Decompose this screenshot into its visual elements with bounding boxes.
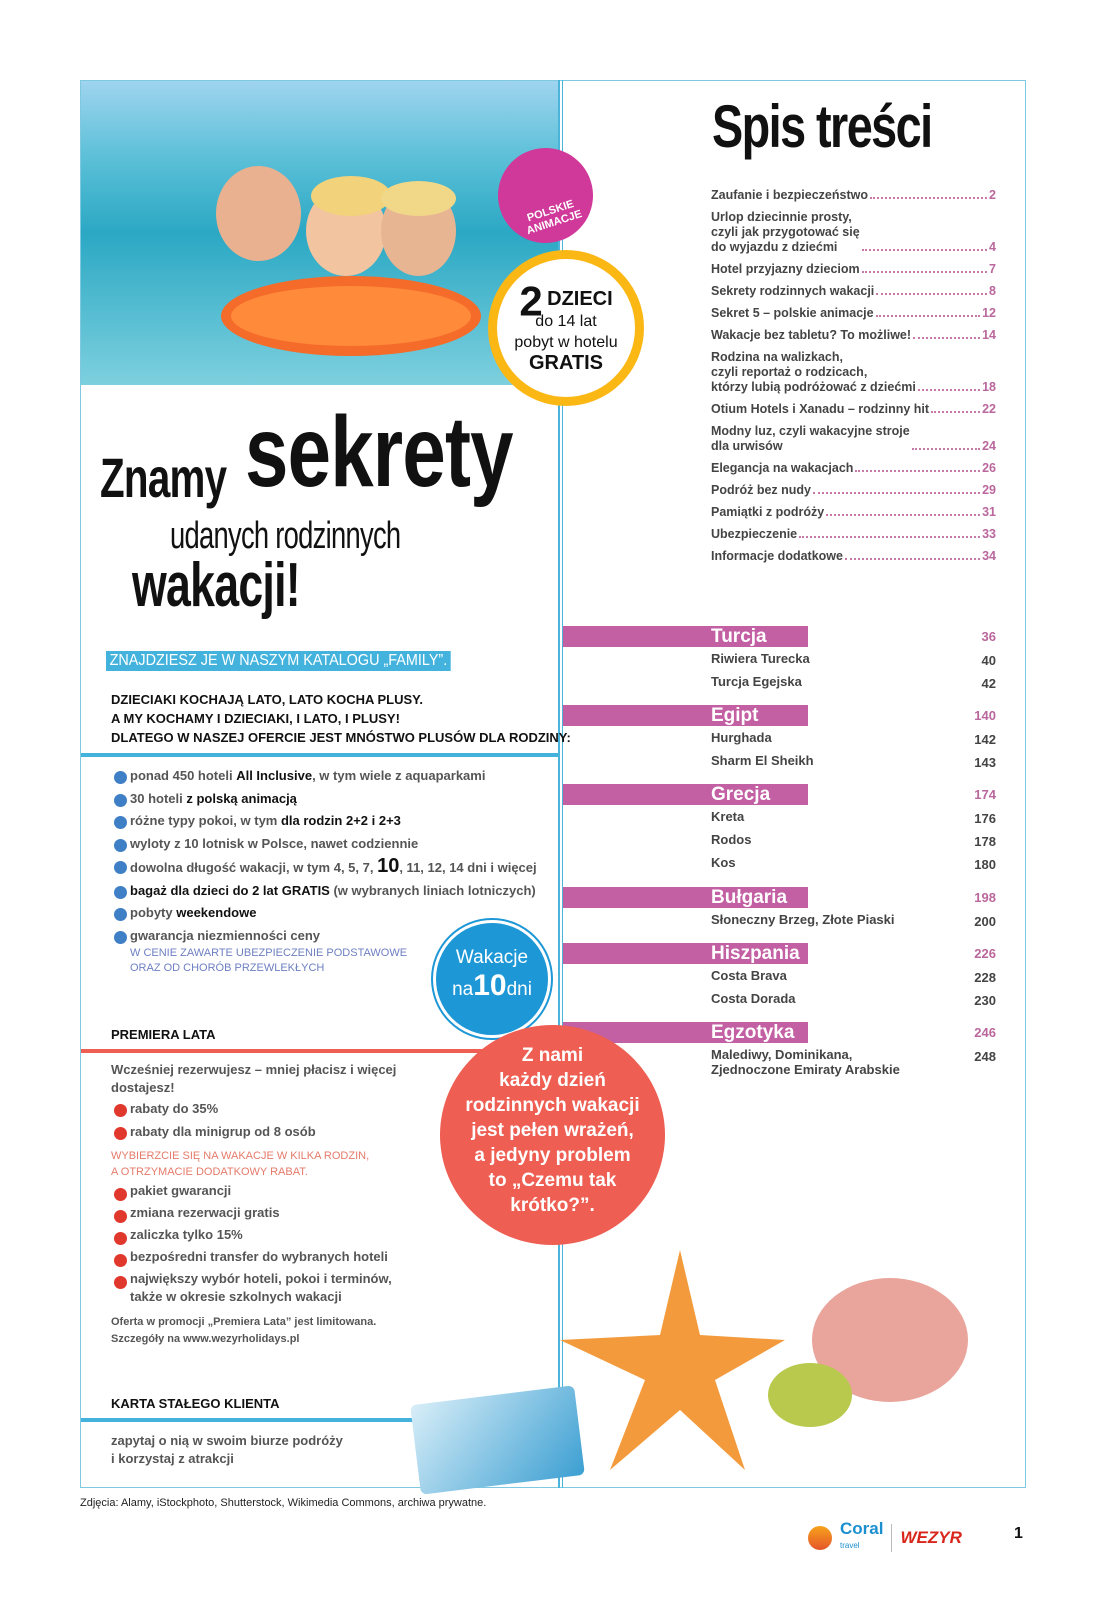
region-name: Costa Brava bbox=[711, 968, 787, 983]
plus-highlight: dla rodzin 2+2 i 2+3 bbox=[280, 813, 401, 828]
country-name: Bułgaria bbox=[711, 887, 788, 908]
country-bar bbox=[563, 626, 808, 647]
badge-line: GRATIS bbox=[528, 352, 604, 375]
loyalty-card-title: KARTA STAŁEGO KLIENTA bbox=[111, 1396, 280, 1411]
plus-highlight: bagaż dla dzieci do 2 lat GRATIS bbox=[130, 882, 330, 898]
premiera-benefit: pakiet gwarancji bbox=[112, 1182, 392, 1200]
plus-item bbox=[112, 765, 537, 788]
toc-entry-title: Ubezpieczenie bbox=[711, 527, 798, 541]
region-name: Kos bbox=[711, 855, 736, 870]
page-title: Spis treści bbox=[712, 93, 932, 160]
premiera-item: rabaty do 35% bbox=[112, 1098, 316, 1121]
plus-text: pobyty bbox=[130, 905, 177, 920]
premiera-list bbox=[112, 1098, 316, 1143]
region-entry bbox=[563, 991, 1008, 1010]
region-page: 40 bbox=[981, 653, 996, 668]
plus-text: , w tym wiele z aquaparkami bbox=[312, 768, 486, 783]
toc-entry bbox=[711, 262, 996, 277]
wezyr-logo: WEZYR bbox=[900, 1527, 962, 1547]
region-name: Hurghada bbox=[711, 730, 772, 745]
toc-leader-dots bbox=[876, 293, 987, 295]
region-page: 176 bbox=[974, 811, 996, 826]
starfish-icon bbox=[560, 1250, 785, 1470]
region-name: Słoneczny Brzeg, Złote Piaski bbox=[711, 912, 895, 927]
badge-number: 2 bbox=[519, 277, 543, 325]
toc-leader-dots bbox=[876, 315, 981, 317]
toc-leader-dots bbox=[813, 492, 980, 494]
country-name: Grecja bbox=[711, 784, 771, 805]
toc-entry-page: 22 bbox=[982, 402, 996, 416]
toc-entry bbox=[711, 424, 996, 454]
intro-line: DLATEGO W NASZEJ OFERCIE JEST MNÓSTWO PLUSÓW DLA RODZINY: bbox=[111, 730, 571, 745]
kids-free-badge bbox=[488, 250, 644, 406]
plus-item bbox=[112, 855, 537, 880]
toc-entry-title: Wakacje bez tabletu? To możliwe! bbox=[711, 328, 912, 342]
region-entry bbox=[563, 674, 1008, 693]
toc-entry-title: Pamiątki z podróży bbox=[711, 505, 825, 519]
plus-text: gwarancja niezmienności ceny bbox=[130, 927, 321, 943]
toc-entry-title: Modny luz, czyli wakacyjne stroje dla urwisów bbox=[711, 424, 910, 453]
country-page: 174 bbox=[974, 787, 996, 802]
country-section bbox=[563, 705, 1008, 772]
starfish-shells-image bbox=[560, 1245, 1020, 1485]
plus-highlight: All Inclusive bbox=[236, 768, 313, 783]
toc-entry bbox=[711, 188, 996, 203]
badge-number: 10 bbox=[473, 969, 507, 1002]
toc-leader-dots bbox=[826, 514, 980, 516]
toc-entry bbox=[711, 549, 996, 564]
family-pool-photo bbox=[81, 81, 558, 385]
region-entry bbox=[563, 912, 1008, 931]
sea-urchin-icon bbox=[768, 1363, 852, 1427]
country-bar bbox=[563, 705, 808, 726]
toc-entry bbox=[711, 306, 996, 321]
badge-line: DZIECI bbox=[547, 288, 613, 310]
toc-entry-page: 12 bbox=[982, 306, 996, 320]
quote-text: Z nami każdy dzień rodzinnych wakacji jest pełen wrażeń, a jedyny problem to „Czemu tak krótko?”. bbox=[465, 1045, 640, 1216]
group-discount-note: WYBIERZCIE SIĘ NA WAKACJE W KILKA RODZIN, A OTRZYMACIE DODATKOWY RABAT. bbox=[111, 1150, 370, 1178]
headline-word: Znamy bbox=[100, 446, 227, 509]
toc-entry-page: 8 bbox=[989, 284, 996, 298]
toc-entry bbox=[711, 328, 996, 343]
toc-entry-page: 33 bbox=[982, 527, 996, 541]
plus-text: , 11, 12, 14 dni i więcej bbox=[399, 860, 537, 875]
region-page: 143 bbox=[974, 755, 996, 770]
plus-item bbox=[112, 880, 537, 903]
toc-entry-title: Podróż bez nudy bbox=[711, 483, 811, 497]
plus-item bbox=[112, 810, 537, 833]
family-catalog-tag: ZNAJDZIESZ JE W NASZYM KATALOGU „FAMILY”. bbox=[106, 651, 451, 671]
plus-highlight: z polską animacją bbox=[186, 790, 297, 806]
premiera-title: PREMIERA LATA bbox=[111, 1027, 216, 1042]
toc-entry bbox=[711, 284, 996, 299]
badge-line: Wakacje bbox=[455, 947, 529, 968]
region-entry bbox=[563, 753, 1008, 772]
country-name: Turcja bbox=[711, 626, 767, 647]
table-of-contents bbox=[711, 188, 996, 571]
region-name: Riwiera Turecka bbox=[711, 651, 810, 666]
plus-text: ponad 450 hoteli bbox=[130, 768, 237, 783]
plus-text: różne typy pokoi, w tym bbox=[130, 813, 281, 828]
logo-divider bbox=[891, 1524, 892, 1552]
plus-text: (w wybranych liniach lotniczych) bbox=[329, 882, 536, 898]
toc-entry-page: 4 bbox=[989, 240, 996, 254]
premiera-benefits-list bbox=[112, 1182, 392, 1310]
country-bar bbox=[563, 887, 808, 908]
region-page: 230 bbox=[974, 993, 996, 1008]
toc-leader-dots bbox=[918, 389, 980, 391]
toc-entry bbox=[711, 505, 996, 520]
region-page: 248 bbox=[974, 1049, 996, 1064]
badge-line: pobyt w hotelu bbox=[514, 334, 618, 352]
intro-line: A MY KOCHAMY I DZIECIAKI, I LATO, I PLUSY! bbox=[111, 711, 400, 726]
blue-rule bbox=[81, 1418, 421, 1422]
toc-leader-dots bbox=[799, 536, 980, 538]
region-page: 42 bbox=[981, 676, 996, 691]
toc-leader-dots bbox=[870, 197, 987, 199]
region-name: Rodos bbox=[711, 832, 752, 847]
toc-entry-title: Rodzina na walizkach, czyli reportaż o rodzicach, którzy lubią podróżować z dziećmi bbox=[711, 350, 916, 394]
plus-item bbox=[112, 902, 537, 925]
region-entry bbox=[563, 730, 1008, 749]
premiera-item: rabaty dla minigrup od 8 osób bbox=[112, 1121, 316, 1144]
plus-text: wyloty z 10 lotnisk w Polsce, nawet codziennie bbox=[130, 835, 419, 851]
toc-entry-title: Sekrety rodzinnych wakacji bbox=[711, 284, 875, 298]
toc-entry-page: 7 bbox=[989, 262, 996, 276]
headline-word: wakacji! bbox=[132, 551, 300, 620]
toc-entry-page: 2 bbox=[989, 188, 996, 202]
country-name: Egzotyka bbox=[711, 1022, 795, 1043]
country-bar bbox=[563, 784, 808, 805]
region-page: 142 bbox=[974, 732, 996, 747]
toc-entry-page: 24 bbox=[982, 439, 996, 453]
badge-text: POLSKIE ANIMACJE bbox=[525, 198, 584, 238]
region-entry bbox=[563, 968, 1008, 987]
toc-entry-title: Hotel przyjazny dzieciom bbox=[711, 262, 860, 276]
premiera-benefit: zmiana rezerwacji gratis bbox=[112, 1204, 392, 1222]
toc-entry-page: 18 bbox=[982, 380, 996, 394]
logo-text: travel bbox=[840, 1541, 860, 1550]
toc-entry-title: Elegancja na wakacjach bbox=[711, 461, 854, 475]
badge-line: na bbox=[452, 979, 474, 1000]
brand-logos bbox=[808, 1519, 962, 1553]
toc-leader-dots bbox=[862, 249, 987, 251]
toc-entry bbox=[711, 461, 996, 476]
toc-leader-dots bbox=[913, 337, 980, 339]
country-name: Hiszpania bbox=[711, 943, 800, 964]
region-entry bbox=[563, 809, 1008, 828]
badge-line: dni bbox=[506, 979, 532, 1000]
insurance-note: W CENIE ZAWARTE UBEZPIECZENIE PODSTAWOWE ORAZ OD CHORÓB PRZEWLEKŁYCH bbox=[130, 947, 408, 974]
premiera-benefit: bezpośredni transfer do wybranych hoteli bbox=[112, 1248, 392, 1266]
toc-entry-title: Informacje dodatkowe bbox=[711, 549, 843, 563]
blue-rule bbox=[81, 753, 558, 757]
plus-highlight: weekendowe bbox=[176, 905, 257, 920]
toc-entry-page: 14 bbox=[982, 328, 996, 342]
toc-entry bbox=[711, 210, 996, 255]
country-section bbox=[563, 626, 1008, 693]
premiera-intro: Wcześniej rezerwujesz – mniej płacisz i więcej dostajesz! bbox=[111, 1062, 397, 1095]
toc-entry bbox=[711, 483, 996, 498]
country-page: 140 bbox=[974, 708, 996, 723]
country-page: 198 bbox=[974, 890, 996, 905]
region-name: Costa Dorada bbox=[711, 991, 796, 1006]
country-page: 36 bbox=[981, 629, 996, 644]
toc-leader-dots bbox=[912, 448, 980, 450]
country-section bbox=[563, 784, 1008, 874]
ten-days-badge bbox=[433, 920, 551, 1038]
country-section bbox=[563, 943, 1008, 1010]
plus-text: 30 hoteli bbox=[130, 790, 187, 806]
toc-leader-dots bbox=[931, 411, 980, 413]
country-name: Egipt bbox=[711, 705, 759, 726]
country-bar bbox=[563, 943, 808, 964]
region-page: 178 bbox=[974, 834, 996, 849]
region-page: 180 bbox=[974, 857, 996, 872]
region-entry bbox=[563, 832, 1008, 851]
toc-entry bbox=[711, 402, 996, 417]
loyalty-card-text: zapytaj o nią w swoim biurze podróży i korzystaj z atrakcji bbox=[111, 1433, 343, 1466]
logo-text: Coral bbox=[840, 1519, 884, 1538]
family-pluses-list bbox=[112, 765, 537, 947]
headline-word: udanych rodzinnych bbox=[170, 515, 401, 557]
region-name: Turcja Egejska bbox=[711, 674, 802, 689]
region-page: 200 bbox=[974, 914, 996, 929]
premiera-footnote: Oferta w promocji „Premiera Lata” jest limitowana. Szczegóły na www.wezyrholidays.pl bbox=[111, 1316, 377, 1345]
badge-line: do 14 lat bbox=[535, 313, 597, 331]
toc-entry bbox=[711, 350, 996, 395]
country-section bbox=[563, 887, 1008, 931]
plus-item bbox=[112, 833, 537, 856]
region-name: Sharm El Sheikh bbox=[711, 753, 814, 768]
toc-entry bbox=[711, 527, 996, 542]
toc-entry-page: 34 bbox=[982, 549, 996, 563]
toc-entry-page: 26 bbox=[982, 461, 996, 475]
toc-leader-dots bbox=[845, 558, 980, 560]
toc-entry-page: 29 bbox=[982, 483, 996, 497]
plus-text: dowolna długość wakacji, w tym 4, 5, 7, bbox=[130, 860, 378, 875]
plus-highlight: 10 bbox=[377, 855, 400, 877]
country-page: 226 bbox=[974, 946, 996, 961]
country-page: 246 bbox=[974, 1025, 996, 1040]
premiera-benefit: największy wybór hoteli, pokoi i terminów, także w okresie szkolnych wakacji bbox=[112, 1270, 392, 1306]
intro-text bbox=[111, 690, 571, 747]
plus-item bbox=[112, 788, 537, 811]
region-entry bbox=[563, 855, 1008, 874]
toc-entry-title: Sekret 5 – polskie animacje bbox=[711, 306, 874, 320]
region-name: Kreta bbox=[711, 809, 745, 824]
toc-leader-dots bbox=[862, 271, 987, 273]
toc-leader-dots bbox=[855, 470, 980, 472]
quote-bubble bbox=[440, 1025, 665, 1245]
region-entry bbox=[563, 651, 1008, 670]
toc-entry-title: Zaufanie i bezpieczeństwo bbox=[711, 188, 868, 202]
region-name: Malediwy, Dominikana, Zjednoczone Emiraty Arabskie bbox=[711, 1047, 900, 1077]
intro-line: DZIECIAKI KOCHAJĄ LATO, LATO KOCHA PLUSY. bbox=[111, 692, 424, 707]
toc-entry-page: 31 bbox=[982, 505, 996, 519]
photo-credits: Zdjęcia: Alamy, iStockphoto, Shutterstock, Wikimedia Commons, archiwa prywatne. bbox=[80, 1497, 487, 1509]
region-page: 228 bbox=[974, 970, 996, 985]
premiera-benefit: zaliczka tylko 15% bbox=[112, 1226, 392, 1244]
coral-logo bbox=[840, 1519, 884, 1553]
toc-entry-title: Urlop dziecinnie prosty, czyli jak przygotować się do wyjazdu z dziećmi bbox=[711, 210, 860, 254]
page-number: 1 bbox=[1014, 1525, 1023, 1542]
toc-entry-title: Otium Hotels i Xanadu – rodzinny hit bbox=[711, 402, 930, 416]
headline-word: sekrety bbox=[245, 396, 513, 508]
coral-logo-icon bbox=[808, 1526, 832, 1550]
